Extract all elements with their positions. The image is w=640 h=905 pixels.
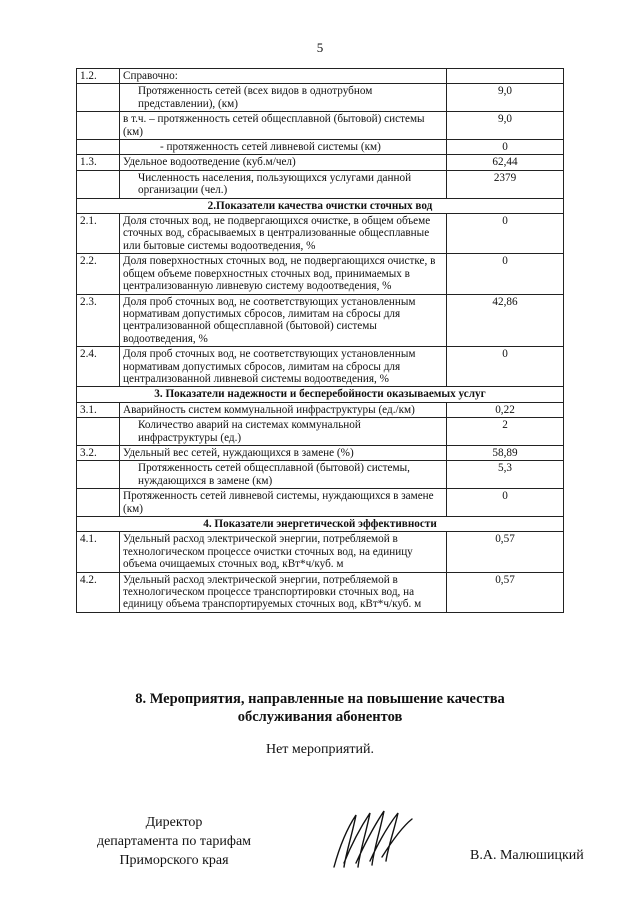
indicator-value: 9,0 [447,84,564,112]
indicator-value: 2379 [447,170,564,198]
indicator-value: 9,0 [447,112,564,140]
row-number [77,112,120,140]
indicator-value: 0 [447,254,564,294]
section-header-row [77,198,564,213]
indicator-name: Протяженность сетей общесплавной (бытовой) системы, нуждающихся в замене (км) [120,461,447,489]
indicator-value: 62,44 [447,155,564,170]
indicator-value: 58,89 [447,445,564,460]
section-8-body: Нет мероприятий. [265,742,375,757]
row-number: 2.2. [77,254,120,294]
table-row [77,84,564,112]
row-number: 3.2. [77,445,120,460]
page-number: 5 [316,40,324,55]
indicator-name: Удельный расход электрической энергии, потребляемой в технологическом процессе очистки сточных вод, на единицу объема очищаемых сточных вод, кВт*ч/куб. м [120,532,447,572]
table-row [77,445,564,460]
indicator-name: Численность населения, пользующихся услугами данной организации (чел.) [120,170,447,198]
table-row [77,112,564,140]
table-row [77,572,564,612]
row-number [77,461,120,489]
table-row [77,214,564,254]
signatory-title [74,813,274,870]
row-number: 3.1. [77,402,120,417]
table-row [77,140,564,155]
table-row [77,69,564,84]
section-8-heading [0,690,640,726]
indicator-name: Удельный расход электрической энергии, потребляемой в технологическом процессе транспортировки сточных вод, на единицу объема транспортируемых сточных вод, кВт*ч/куб. м [120,572,447,612]
section-8-heading-line2: обслуживания абонентов [237,709,403,725]
section-header: 2.Показатели качества очистки сточных вод [77,198,564,213]
indicator-name: - протяженность сетей ливневой системы (км) [120,140,447,155]
indicator-value: 5,3 [447,461,564,489]
signatory-title-line3: Приморского края [119,853,229,868]
row-number [77,489,120,517]
indicator-name: Доля сточных вод, не подвергающихся очистке, в общем объеме сточных вод, сбрасываемых в централизованные общесплавные или бытовые системы водоотведения, % [120,214,447,254]
table-row [77,155,564,170]
section-header-row [77,517,564,532]
signatory-title-line1: Директор [145,815,203,830]
table-row [77,532,564,572]
indicator-value: 0,57 [447,572,564,612]
section-header: 4. Показатели энергетической эффективности [77,517,564,532]
table-row [77,461,564,489]
row-number [77,418,120,446]
indicator-name: Аварийность систем коммунальной инфраструктуры (ед./км) [120,402,447,417]
indicator-value: 0 [447,214,564,254]
indicator-name: Протяженность сетей ливневой системы, нуждающихся в замене (км) [120,489,447,517]
indicator-value: 0 [447,140,564,155]
indicator-name: Количество аварий на системах коммунальной инфраструктуры (ед.) [120,418,447,446]
section-header-row [77,387,564,402]
indicator-name: Доля поверхностных сточных вод, не подвергающихся очистке, в общем объеме поверхностных сточных вод, принимаемых в централизованную ливневую систему водоотведения, % [120,254,447,294]
signatory-title-line2: департамента по тарифам [96,834,252,849]
indicator-name: Доля проб сточных вод, не соответствующих установленным нормативам допустимых сбросов, лимитам на сбросы для централизованной ливневой системы водоотведения, % [120,347,447,387]
indicator-value: 42,86 [447,294,564,347]
indicator-name: Протяженность сетей (всех видов в однотрубном представлении), (км) [120,84,447,112]
indicator-value: 2 [447,418,564,446]
indicator-value: 0,57 [447,532,564,572]
table-row [77,347,564,387]
indicator-name: Удельный вес сетей, нуждающихся в замене (%) [120,445,447,460]
table-row [77,489,564,517]
signatory-name: В.А. Малюшицкий [470,848,584,863]
section-header: 3. Показатели надежности и бесперебойности оказываемых услуг [77,387,564,402]
row-number: 4.1. [77,532,120,572]
handwritten-signature [326,805,416,875]
indicator-value: 0 [447,347,564,387]
row-number: 2.1. [77,214,120,254]
row-number [77,84,120,112]
row-number: 2.3. [77,294,120,347]
table-row [77,254,564,294]
indicator-name: Справочно: [120,69,447,84]
section-8-heading-line1: 8. Мероприятия, направленные на повышение качества [135,691,505,707]
indicators-table [76,68,564,613]
indicator-value: 0,22 [447,402,564,417]
indicator-name: Доля проб сточных вод, не соответствующих установленным нормативам допустимых сбросов, лимитам на сбросы для централизованной общесплавной (бытовой) системы водоотведения, % [120,294,447,347]
indicator-name: в т.ч. – протяженность сетей общесплавной (бытовой) системы (км) [120,112,447,140]
row-number [77,170,120,198]
row-number [77,140,120,155]
row-number: 1.3. [77,155,120,170]
indicators-table-body [77,69,564,613]
indicator-value: 0 [447,489,564,517]
table-row [77,402,564,417]
table-row [77,170,564,198]
row-number: 2.4. [77,347,120,387]
row-number: 1.2. [77,69,120,84]
table-row [77,294,564,347]
row-number: 4.2. [77,572,120,612]
indicator-name: Удельное водоотведение (куб.м/чел) [120,155,447,170]
indicator-value [447,69,564,84]
table-row [77,418,564,446]
